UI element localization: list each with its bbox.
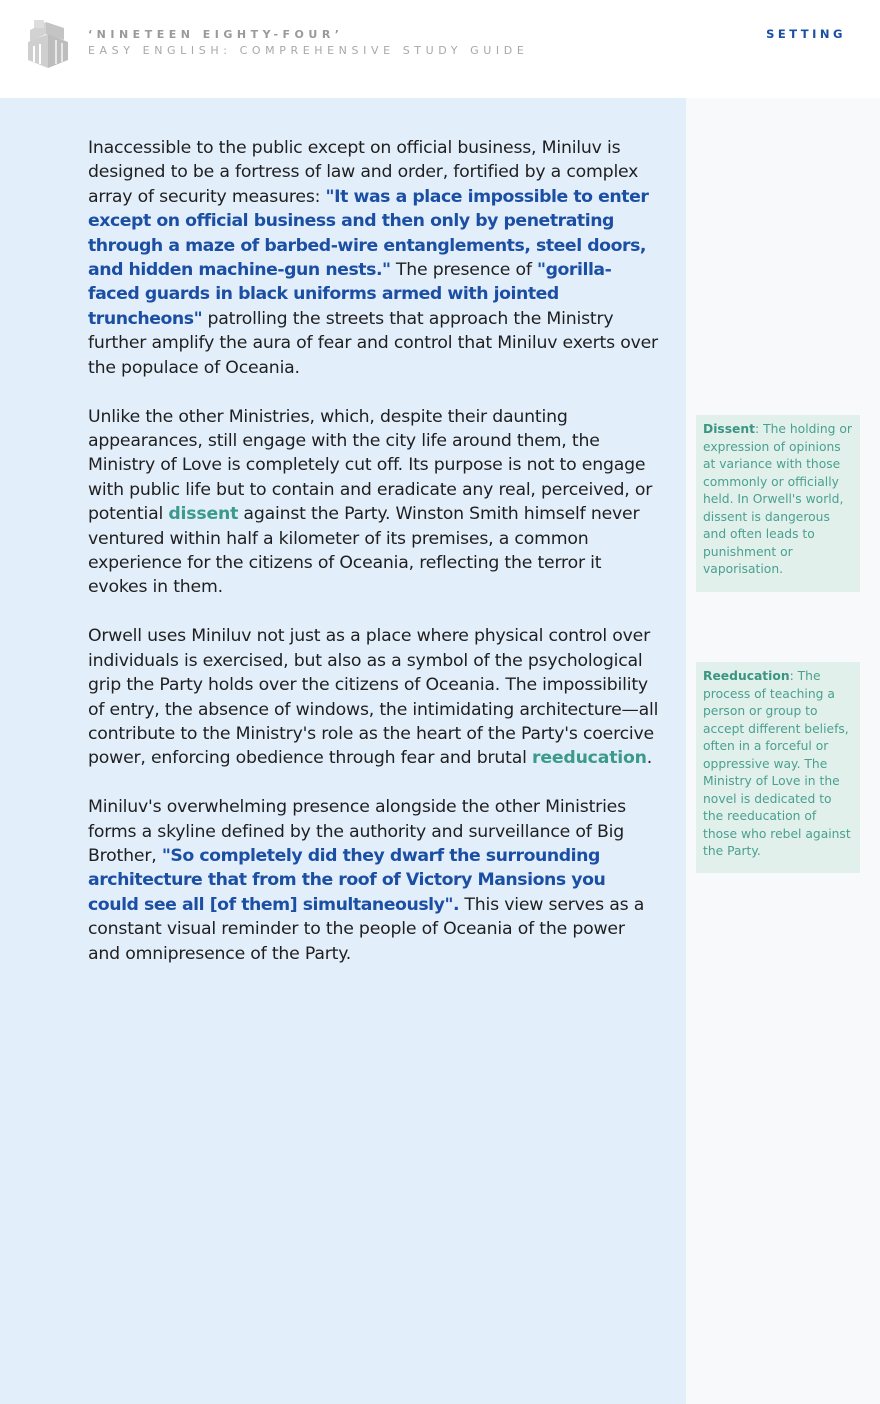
paragraph-text: against the Party. Winston Smith himself never ventured within half a kilometer of its premises, a common experience for the citizens of Oceania, reflecting the terror it evokes in them. bbox=[88, 504, 640, 598]
paragraph-3 bbox=[88, 624, 660, 770]
paragraph-text: Unlike the other Ministries, which, despite their daunting appearances, still engage with the city life around them, the Ministry of Love is completely cut off. Its purpose is not to engage with public life but to contain and eradicate any real, perceived, or potential bbox=[88, 406, 653, 525]
paragraph-2 bbox=[88, 405, 660, 600]
book-title: ‘NINETEEN EIGHTY-FOUR’ bbox=[88, 28, 344, 41]
guide-subtitle: EASY ENGLISH: COMPREHENSIVE STUDY GUIDE bbox=[88, 44, 529, 57]
books-logo-icon bbox=[26, 18, 70, 70]
paragraph-text: . bbox=[646, 748, 653, 769]
quote: "gorilla-faced guards in black uniforms armed with jointed truncheons" bbox=[88, 260, 612, 329]
paragraph-text: The presence of bbox=[390, 260, 538, 281]
body-text bbox=[88, 136, 660, 991]
page-header bbox=[0, 0, 880, 98]
glossary-box-dissent bbox=[696, 415, 860, 592]
paragraph-text: Orwell uses Miniluv not just as a place where physical control over individuals is exercised, but also as a symbol of the psychological grip the Party holds over the citizens of Oceania. The impossibility of entry, the absence of windows, the intimidating architecture—all contribute to the Ministry's role as the heart of the Party's coercive power, enforcing obedience through fear and brutal bbox=[88, 626, 659, 769]
section-label: SETTING bbox=[766, 27, 846, 41]
glossary-box-term: Reeducation bbox=[703, 669, 790, 683]
glossary-term-dissent: dissent bbox=[168, 504, 239, 525]
glossary-box-definition: : The holding or expression of opinions at variance with those commonly or officially held. In Orwell's world, dissent is dangerous and often leads to punishment or vaporisation. bbox=[703, 422, 852, 576]
paragraph-text: patrolling the streets that approach the Ministry further amplify the aura of fear and control that Miniluv exerts over the populace of Oceania. bbox=[88, 308, 658, 378]
paragraph-text: Inaccessible to the public except on official business, Miniluv is designed to be a fortress of law and order, fortified by a complex array of security measures: bbox=[88, 138, 639, 207]
glossary-box-term: Dissent bbox=[703, 422, 756, 436]
paragraph-1 bbox=[88, 136, 660, 380]
quote: "It was a place impossible to enter except on official business and then only by penetrating through a maze of barbed-wire entanglements, steel doors, and hidden machine-gun nests." bbox=[88, 186, 649, 281]
paragraph-4 bbox=[88, 795, 660, 966]
glossary-box-definition: : The process of teaching a person or group to accept different beliefs, often in a forceful or oppressive way. The Ministry of Love in the novel is dedicated to the reeducation of those who rebel against the Party. bbox=[703, 669, 851, 858]
glossary-term-reeducation: reeducation bbox=[532, 748, 647, 769]
paragraph-text: This view serves as a constant visual reminder to the people of Oceania of the power and omnipresence of the Party. bbox=[88, 894, 645, 964]
quote: "So completely did they dwarf the surrounding architecture that from the roof of Victory Mansions you could see all [of them] simultaneously". bbox=[88, 846, 606, 915]
glossary-box-reeducation bbox=[696, 662, 860, 873]
paragraph-text: Miniluv's overwhelming presence alongside the other Ministries forms a skyline defined by the authority and surveillance of Big Brother, bbox=[88, 797, 626, 867]
